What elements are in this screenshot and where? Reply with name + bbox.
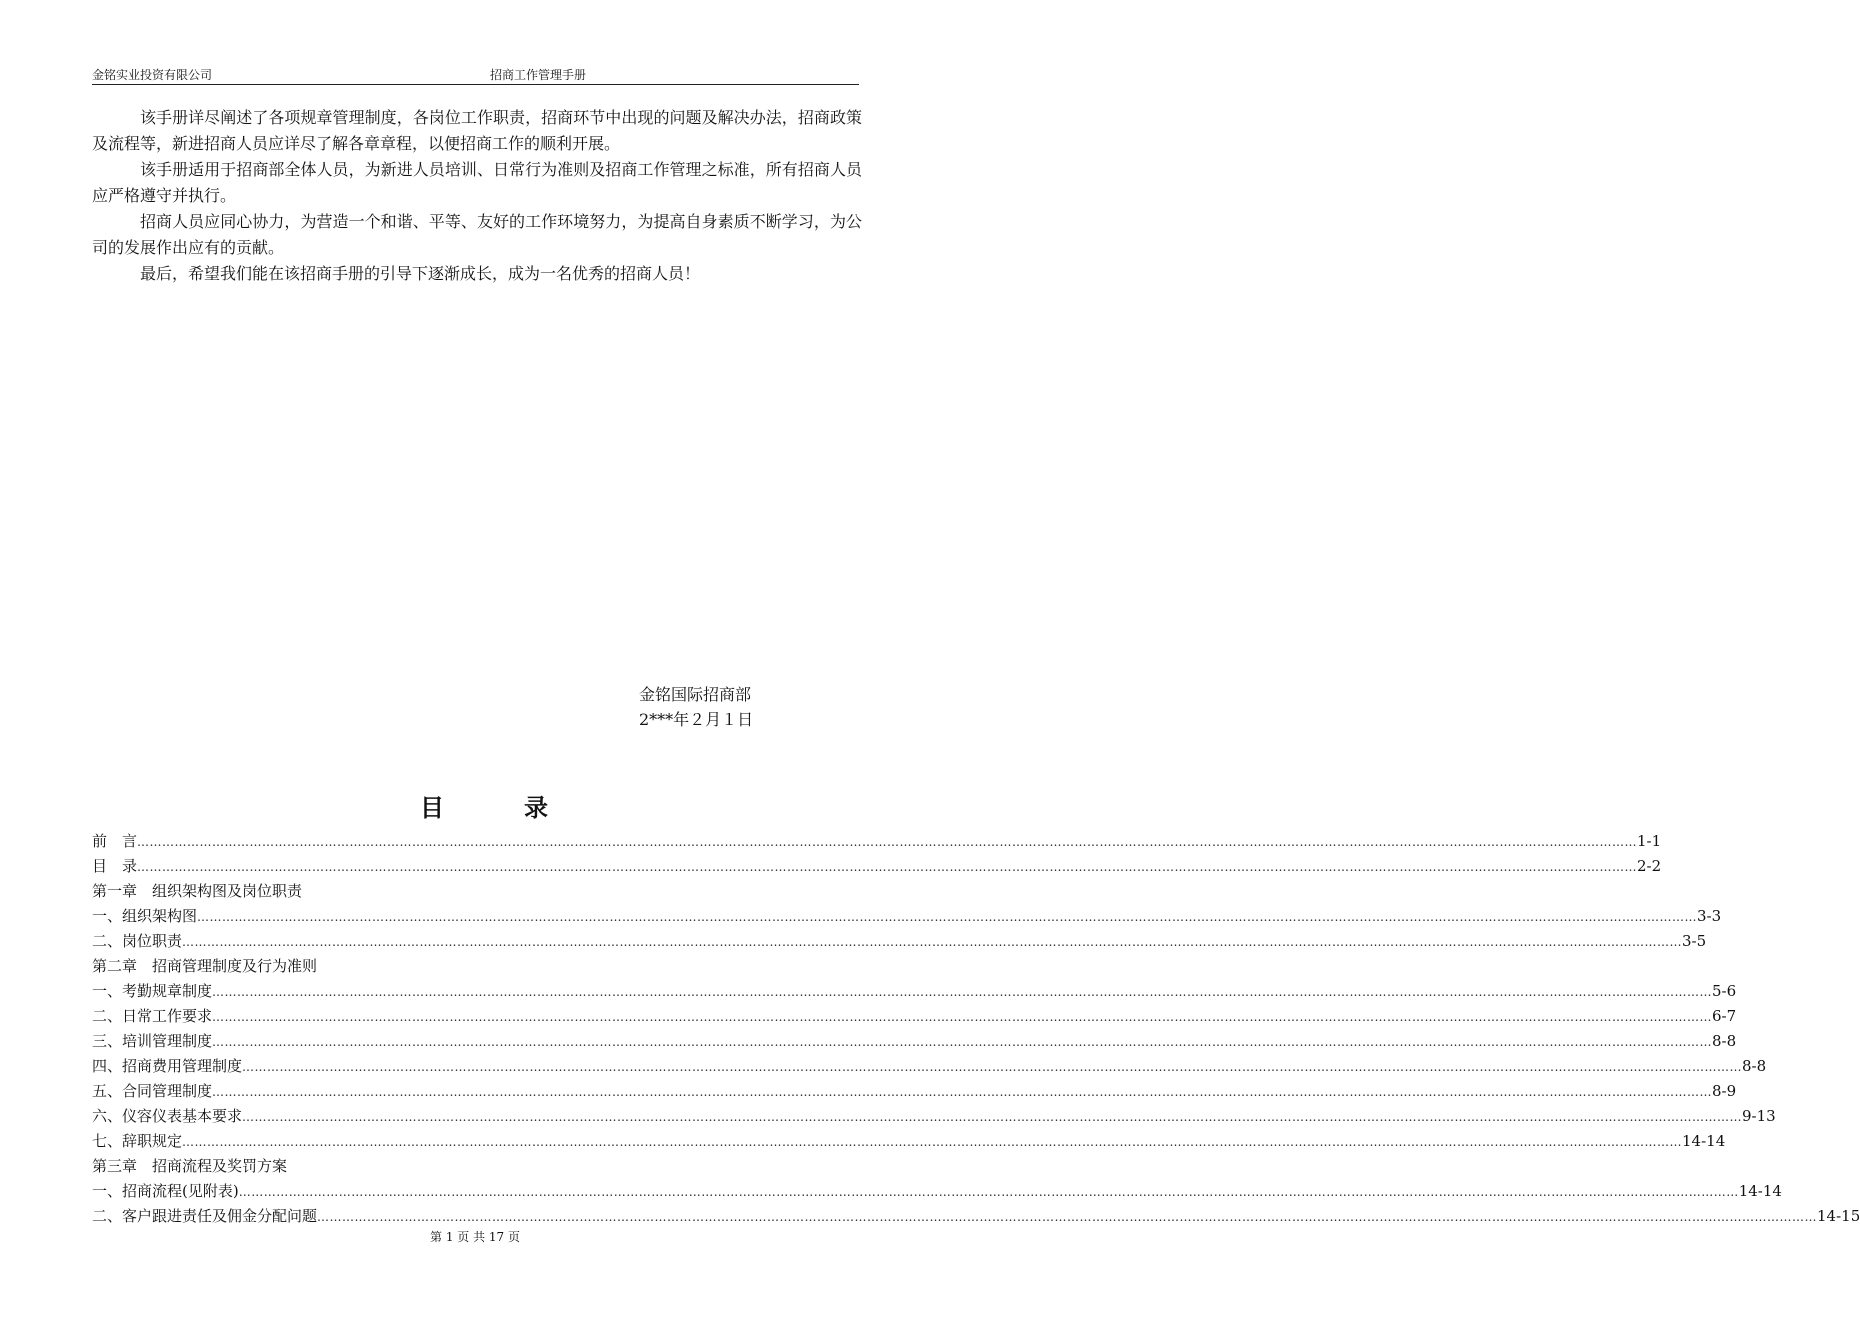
- toc-leader-dots: ………………………………………………………………………………………………………………………………………………………………………………………………………………………………………………………………………………………………………………………………: [137, 860, 1638, 874]
- toc-page-range: 3-3: [1697, 907, 1722, 925]
- toc-page-range: 8-9: [1712, 1082, 1737, 1100]
- toc-page-range: 6-7: [1712, 1007, 1737, 1025]
- toc-leader-dots: ………………………………………………………………………………………………………………………………………………………………………………………………………………………………………………………………………………………………………………………………: [242, 1110, 1743, 1124]
- toc-leader-dots: ………………………………………………………………………………………………………………………………………………………………………………………………………………………………………………………………………………………………………………………………: [212, 1085, 1713, 1099]
- toc-entry-label: 六、仪容仪表基本要求: [92, 1107, 243, 1125]
- preface-paragraph-3: 招商人员应同心协力，为营造一个和谐、平等、友好的工作环境努力，为提高自身素质不断学习，为公司的发展作出应有的贡献。: [92, 212, 862, 257]
- toc-entry: [92, 980, 1737, 1005]
- toc-page-range: 8-8: [1712, 1032, 1737, 1050]
- page-footer: 第 1 页 共 17 页: [430, 1230, 520, 1244]
- toc-entry: [92, 1080, 1737, 1105]
- toc-entry: [92, 1205, 1860, 1230]
- toc-page-range: 9-13: [1742, 1107, 1776, 1125]
- toc-leader-dots: ………………………………………………………………………………………………………………………………………………………………………………………………………………………………………………………………………………………………………………………………: [182, 1135, 1683, 1149]
- header-title: 招商工作管理手册: [490, 68, 587, 82]
- toc-leader-dots: ………………………………………………………………………………………………………………………………………………………………………………………………………………………………………………………………………………………………………………………………: [182, 935, 1683, 949]
- toc-page-range: 14-14: [1682, 1132, 1726, 1150]
- toc-entry-label: 五、合同管理制度: [92, 1082, 213, 1100]
- toc-page-range: 3-5: [1682, 932, 1707, 950]
- toc-entry-label: 七、辞职规定: [92, 1132, 183, 1150]
- toc-entry-label: 二、岗位职责: [92, 932, 183, 950]
- toc-entry: [92, 855, 1662, 880]
- toc-leader-dots: ………………………………………………………………………………………………………………………………………………………………………………………………………………………………………………………………………………………………………………………………: [137, 835, 1638, 849]
- toc-leader-dots: ………………………………………………………………………………………………………………………………………………………………………………………………………………………………………………………………………………………………………………………………: [197, 910, 1698, 924]
- signature-date: 2***年２月１日: [639, 710, 754, 729]
- toc-leader-dots: ………………………………………………………………………………………………………………………………………………………………………………………………………………………………………………………………………………………………………………………………: [317, 1210, 1818, 1224]
- toc-title: 目 录: [420, 793, 576, 822]
- toc-entry-label: 一、组织架构图: [92, 907, 198, 925]
- preface-paragraph-1: 该手册详尽阐述了各项规章管理制度，各岗位工作职责，招商环节中出现的问题及解决办法，招商政策及流程等，新进招商人员应详尽了解各章章程，以便招商工作的顺利开展。: [92, 108, 862, 153]
- toc-entry: [92, 930, 1707, 955]
- toc-page-range: 8-8: [1742, 1057, 1767, 1075]
- header-company: 金铭实业投资有限公司: [92, 68, 213, 82]
- toc-entry-label: 第三章 招商流程及奖罚方案: [92, 1157, 288, 1175]
- toc-leader-dots: ………………………………………………………………………………………………………………………………………………………………………………………………………………………………………………………………………………………………………………………………: [242, 1060, 1743, 1074]
- toc-entry-label: 二、客户跟进责任及佣金分配问题: [92, 1207, 318, 1225]
- toc-entry: [92, 1105, 1776, 1130]
- toc-leader-dots: ………………………………………………………………………………………………………………………………………………………………………………………………………………………………………………………………………………………………………………………………: [238, 1185, 1739, 1199]
- toc-entry-label: 目 录: [92, 857, 138, 875]
- toc-entry: [92, 1130, 1726, 1155]
- toc-chapter-heading: [92, 1155, 836, 1180]
- preface-paragraph-4: 最后，希望我们能在该招商手册的引导下逐渐成长，成为一名优秀的招商人员！: [140, 264, 701, 283]
- toc-chapter-heading: [92, 880, 836, 905]
- preface-paragraph-2: 该手册适用于招商部全体人员，为新进人员培训、日常行为准则及招商工作管理之标准，所有招商人员应严格遵守并执行。: [92, 160, 862, 205]
- toc-page-range: 1-1: [1637, 832, 1662, 850]
- toc-leader-dots: ………………………………………………………………………………………………………………………………………………………………………………………………………………………………………………………………………………………………………………………………: [212, 1010, 1713, 1024]
- toc-entry: [92, 1180, 1782, 1205]
- toc-page-range: 14-14: [1738, 1182, 1782, 1200]
- toc-entry: [92, 905, 1722, 930]
- toc-entry: [92, 830, 1662, 855]
- toc-page-range: 14-15: [1817, 1207, 1860, 1225]
- toc-leader-dots: ………………………………………………………………………………………………………………………………………………………………………………………………………………………………………………………………………………………………………………………………: [212, 985, 1713, 999]
- signature-org: 金铭国际招商部: [639, 685, 752, 704]
- toc-entry-label: 三、培训管理制度: [92, 1032, 213, 1050]
- toc-page-range: 5-6: [1712, 982, 1737, 1000]
- table-of-contents: [92, 830, 1860, 1230]
- page-header: [92, 64, 859, 85]
- toc-entry: [92, 1005, 1737, 1030]
- toc-entry-label: 前 言: [92, 832, 138, 850]
- toc-chapter-heading: [92, 955, 836, 980]
- toc-entry: [92, 1055, 1767, 1080]
- toc-leader-dots: ………………………………………………………………………………………………………………………………………………………………………………………………………………………………………………………………………………………………………………………………: [212, 1035, 1713, 1049]
- toc-page-range: 2-2: [1637, 857, 1662, 875]
- toc-entry-label: 一、招商流程(见附表): [92, 1182, 239, 1200]
- toc-entry: [92, 1030, 1737, 1055]
- toc-entry-label: 二、日常工作要求: [92, 1007, 213, 1025]
- toc-entry-label: 四、招商费用管理制度: [92, 1057, 243, 1075]
- toc-entry-label: 第二章 招商管理制度及行为准则: [92, 957, 318, 975]
- toc-entry-label: 第一章 组织架构图及岗位职责: [92, 882, 303, 900]
- toc-entry-label: 一、考勤规章制度: [92, 982, 213, 1000]
